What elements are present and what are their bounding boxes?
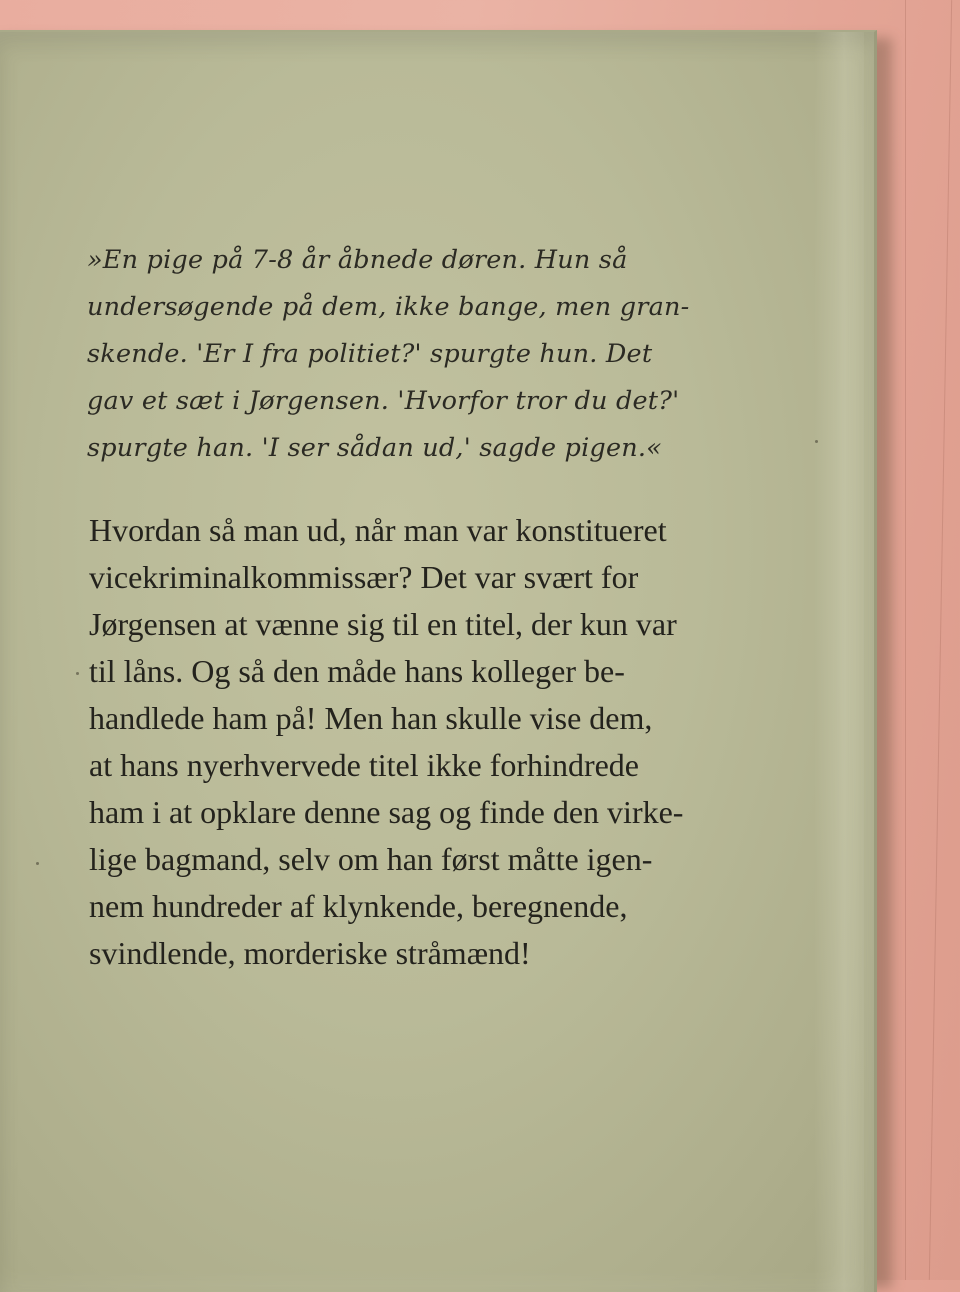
description-line: svindlende, morderiske stråmænd!: [89, 935, 531, 971]
description-line: nem hundreder af klynkende, beregnende,: [89, 888, 628, 924]
quote-line: skende. 'Er I fra politiet?' spurgte hun. Det: [87, 339, 653, 369]
quote-line: gav et sæt i Jørgensen. 'Hvorfor tror du det?': [87, 386, 680, 416]
description-line: ham i at opklare denne sag og finde den virke-: [89, 794, 684, 830]
description-line: at hans nyerhvervede titel ikke forhindrede: [89, 747, 639, 783]
description-line: lige bagmand, selv om han først måtte igen-: [89, 841, 653, 877]
wood-grain-line: [905, 0, 906, 1280]
cover-edge-highlight: [814, 32, 864, 1292]
description-line: handlede ham på! Men han skulle vise dem,: [89, 700, 653, 736]
paper-speck: [36, 862, 39, 865]
description-line: vicekriminalkommissær? Det var svært for: [89, 559, 639, 595]
paper-speck: [815, 440, 818, 443]
description-line: Jørgensen at vænne sig til en titel, der kun var: [89, 606, 677, 642]
quote-line: spurgte han. 'I ser sådan ud,' sagde pigen.«: [87, 433, 662, 463]
paper-speck: [76, 672, 79, 675]
description-line: Hvordan så man ud, når man var konstitueret: [89, 512, 667, 548]
quote-line: »En pige på 7-8 år åbnede døren. Hun så: [87, 245, 628, 275]
blurb-quote: [87, 237, 787, 472]
quote-line: undersøgende på dem, ikke bange, men gran-: [87, 292, 690, 322]
wood-grain-line: [929, 0, 952, 1280]
blurb-description: [89, 507, 809, 977]
description-line: til låns. Og så den måde hans kolleger be-: [89, 653, 625, 689]
